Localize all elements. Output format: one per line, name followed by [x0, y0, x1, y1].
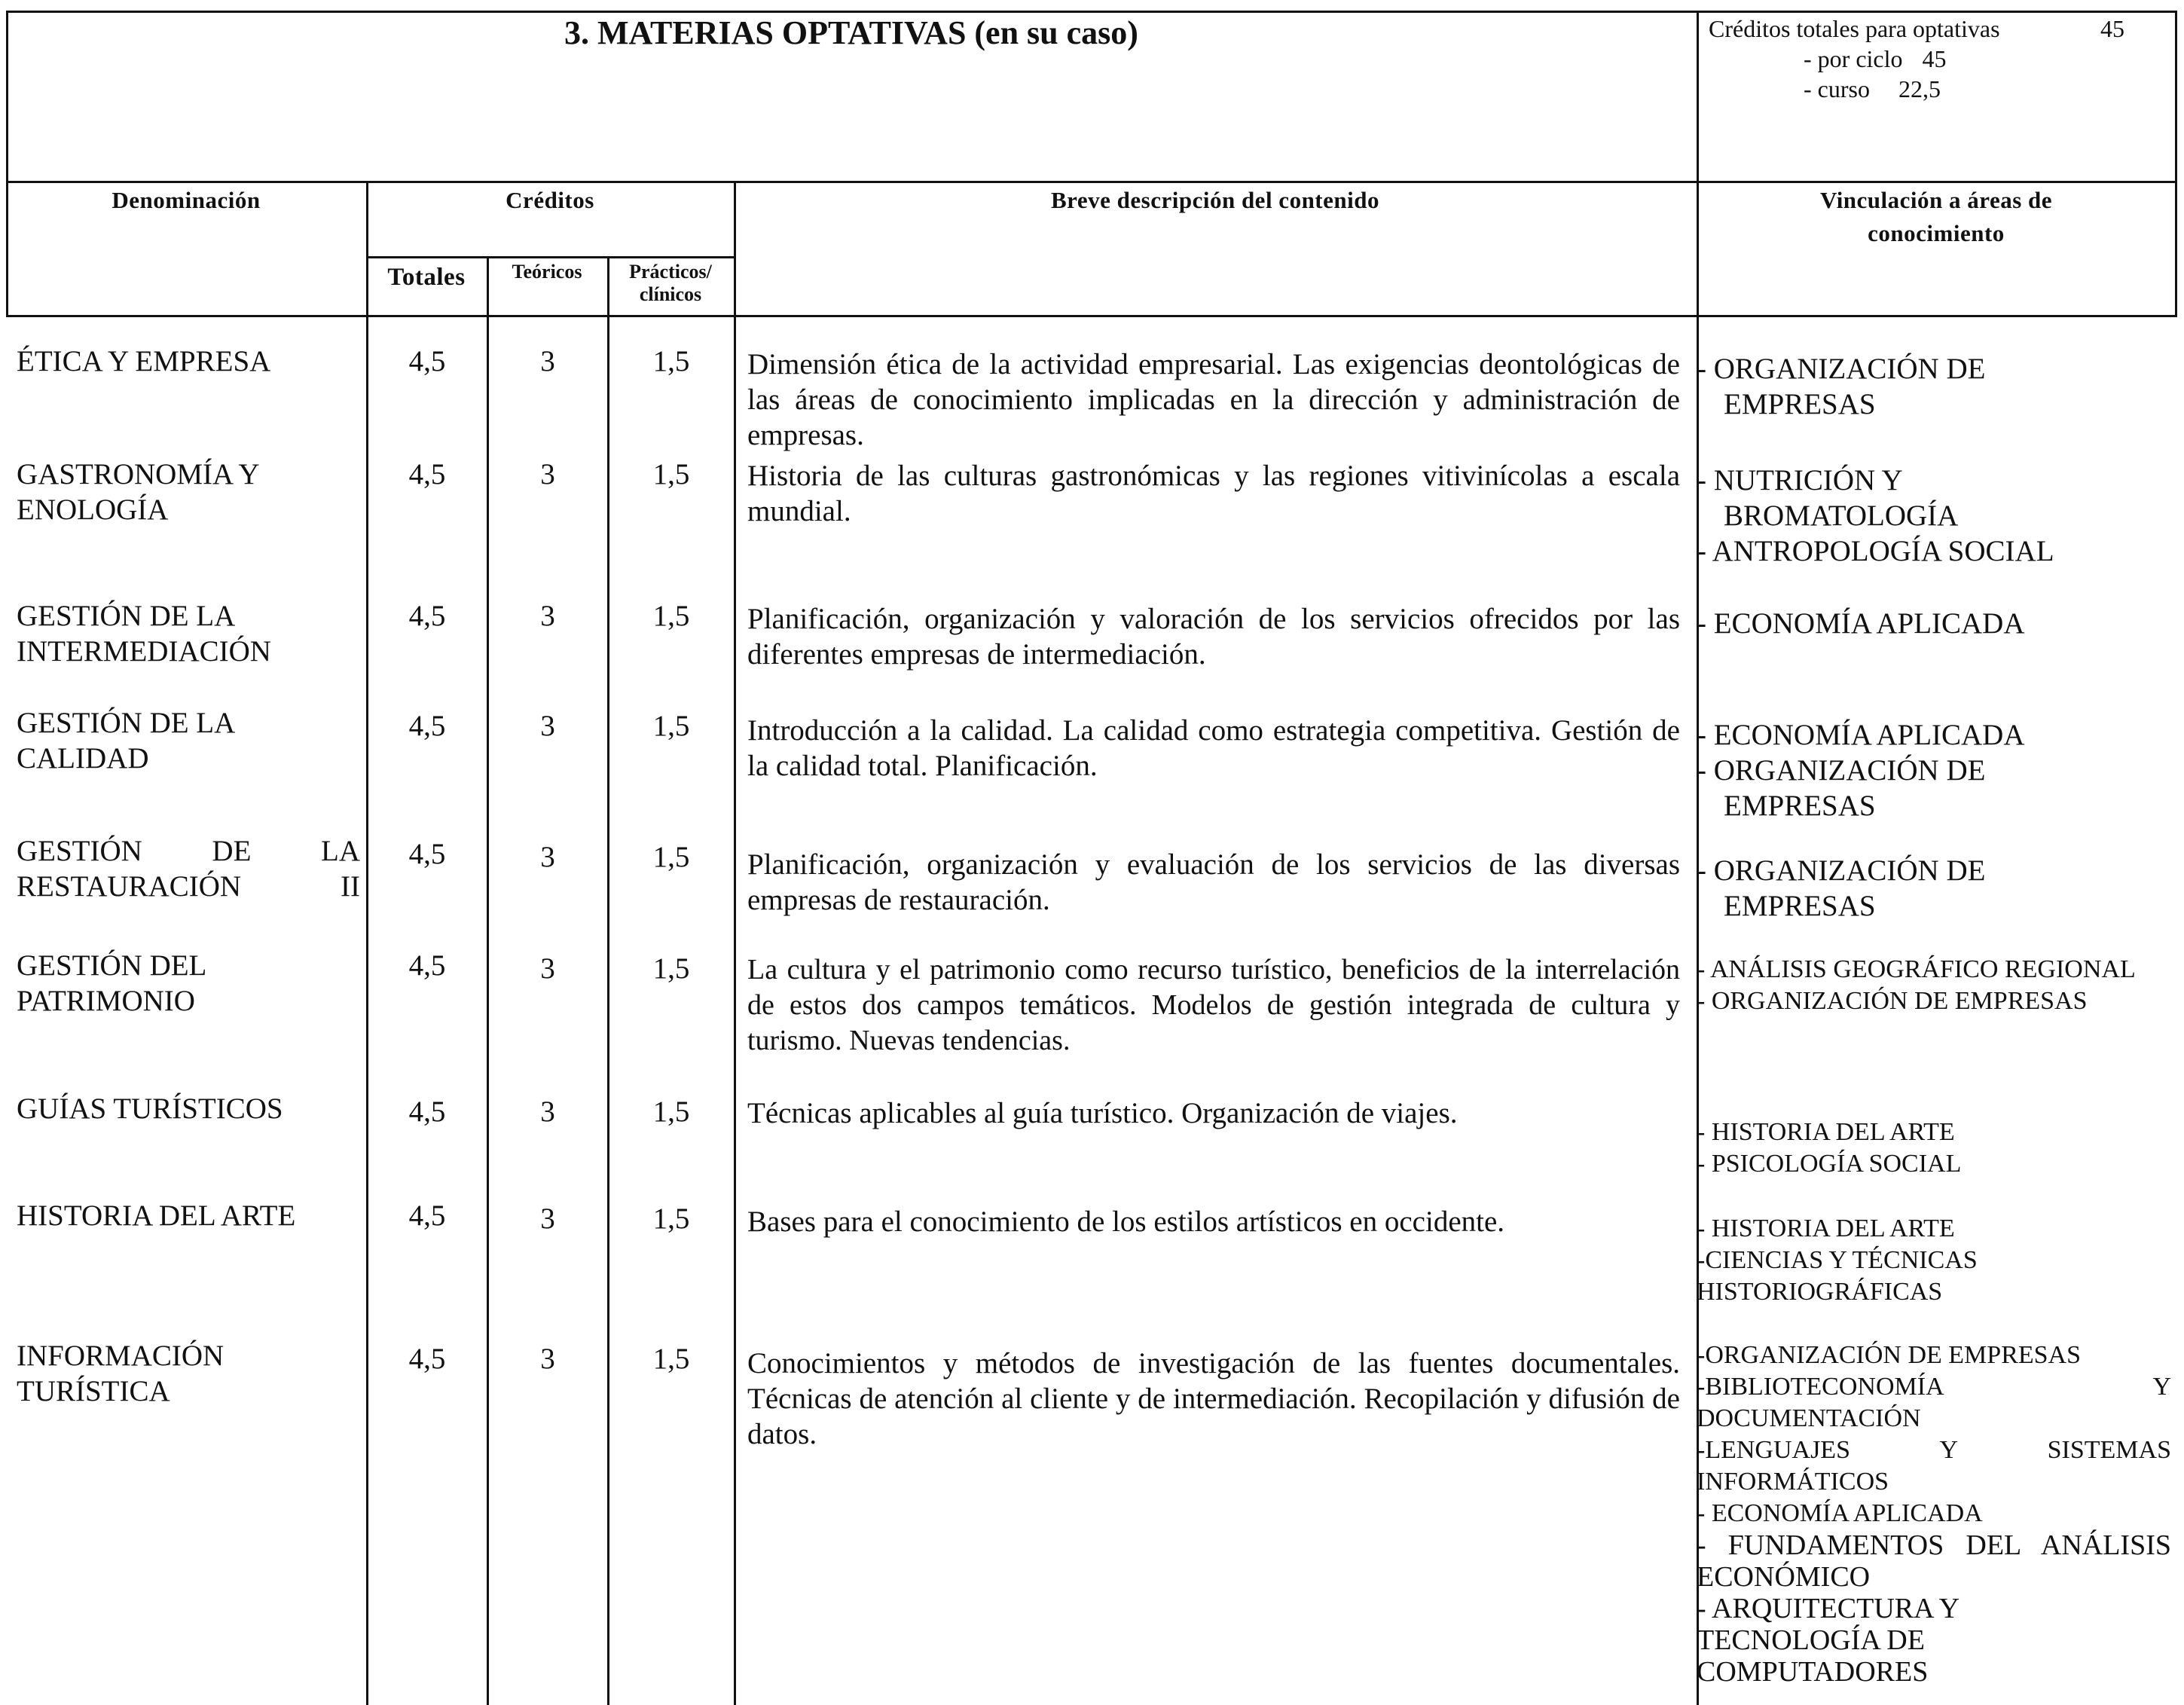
header-teoricos: Teóricos — [512, 261, 582, 283]
row-areas — [1697, 954, 2171, 1017]
header-vinculacion-line1: Vinculación a áreas de — [1819, 187, 2053, 213]
area-item: HISTORIOGRÁFICAS — [1697, 1278, 1943, 1306]
row-teoricos: 3 — [540, 1343, 555, 1375]
area-item: - HISTORIA DEL ARTE — [1697, 1118, 1955, 1146]
header-practicos-line2: clínicos — [639, 283, 702, 305]
area-item: - NUTRICIÓN Y — [1697, 464, 1903, 497]
area-item: - ANÁLISIS GEOGRÁFICO REGIONAL — [1697, 955, 2136, 983]
row-name: GESTIÓN DE LA RESTAURACIÓN II — [17, 835, 360, 903]
row-name: GASTRONOMÍA Y ENOLOGÍA — [17, 458, 259, 526]
row-name: ÉTICA Y EMPRESA — [17, 345, 271, 377]
area-item: - PSICOLOGÍA SOCIAL — [1697, 1150, 1962, 1178]
col-divider-name — [366, 181, 368, 1705]
row-description: Dimensión ética de la actividad empresarial. Las exigencias deontológicas de las áreas de conocimiento implicadas en la dirección y administración de empresas. — [747, 348, 1680, 451]
row-practicos: 1,5 — [652, 600, 690, 632]
row-totales: 4,5 — [408, 1199, 446, 1232]
row-description: Conocimientos y métodos de investigación de las fuentes documentales. Técnicas de atención al cliente y de intermediación. Recopilación y difusión de datos. — [747, 1347, 1680, 1450]
row-areas — [1697, 717, 2171, 823]
header-denominacion: Denominación — [111, 187, 261, 213]
area-item: EMPRESAS — [1724, 890, 1876, 922]
area-item: - ECONOMÍA APLICADA — [1697, 719, 2025, 751]
area-item: DOCUMENTACIÓN — [1697, 1404, 1921, 1432]
credit-curso-label: - curso — [1804, 75, 1870, 102]
row-teoricos: 3 — [540, 1202, 555, 1235]
row-name: GESTIÓN DE LA INTERMEDIACIÓN — [17, 600, 271, 668]
row-teoricos: 3 — [540, 841, 555, 873]
row-description: La cultura y el patrimonio como recurso turístico, beneficios de la interrelación de estos dos campos temáticos. Modelos de gestión integrada de cultura y turismo. Nuevas tendencias. — [747, 954, 1680, 1056]
header-practicos — [607, 261, 734, 306]
area-item: - ARQUITECTURA Y — [1697, 1593, 1960, 1624]
row-totales: 4,5 — [408, 345, 446, 377]
row-name: INFORMACIÓN TURÍSTICA — [17, 1340, 225, 1407]
area-item: EMPRESAS — [1724, 790, 1876, 822]
top-border — [6, 11, 2177, 13]
area-item: EMPRESAS — [1724, 388, 1876, 420]
col-divider-teoricos — [607, 256, 609, 1705]
row-name: HISTORIA DEL ARTE — [17, 1199, 296, 1232]
row-description: Historia de las culturas gastronómicas y las regiones vitivinícolas a escala mundial. — [747, 460, 1680, 527]
row-practicos: 1,5 — [652, 345, 690, 377]
row-teoricos: 3 — [540, 345, 555, 377]
area-item: - ANTROPOLOGÍA SOCIAL — [1697, 535, 2054, 567]
row-areas — [1697, 1213, 2171, 1308]
row-teoricos: 3 — [540, 458, 555, 490]
credit-ciclo-value: 45 — [1922, 45, 1947, 72]
row-teoricos: 3 — [540, 600, 555, 632]
row-areas — [1697, 853, 2171, 924]
area-item: INFORMÁTICOS — [1697, 1468, 1889, 1496]
row-practicos: 1,5 — [652, 458, 690, 490]
row-totales: 4,5 — [408, 600, 446, 632]
credit-summary — [1709, 14, 2176, 104]
area-item: BROMATOLOGÍA — [1724, 500, 1959, 532]
row-totales: 4,5 — [408, 1343, 446, 1375]
row-totales: 4,5 — [408, 458, 446, 490]
area-item: - HISTORIA DEL ARTE — [1697, 1215, 1955, 1242]
area-item: TECNOLOGÍA DE — [1697, 1624, 1925, 1656]
area-item: ECONÓMICO — [1697, 1561, 1871, 1593]
area-item: COMPUTADORES — [1697, 1656, 1929, 1688]
page-title: 3. MATERIAS OPTATIVAS (en su caso) — [564, 14, 1138, 51]
row-practicos: 1,5 — [652, 710, 690, 742]
row-practicos: 1,5 — [652, 952, 690, 985]
row-description: Bases para el conocimiento de los estilos artísticos en occidente. — [747, 1205, 1505, 1238]
row-areas — [1697, 463, 2171, 569]
row-description: Introducción a la calidad. La calidad como estrategia competitiva. Gestión de la calidad total. Planificación. — [747, 714, 1680, 782]
area-item: - ORGANIZACIÓN DE — [1697, 854, 1986, 887]
row-description: Planificación, organización y evaluación de los servicios de las diversas empresas de restauración. — [747, 848, 1680, 916]
row-practicos: 1,5 — [652, 1095, 690, 1128]
area-item: -ORGANIZACIÓN DE EMPRESAS — [1697, 1341, 2082, 1369]
columns-header-bottom — [6, 315, 2177, 317]
row-description: Técnicas aplicables al guía turístico. Organización de viajes. — [747, 1097, 1458, 1129]
header-vinculacion — [1697, 184, 2176, 250]
area-item: - ORGANIZACIÓN DE EMPRESAS — [1697, 987, 2088, 1015]
header-totales: Totales — [387, 264, 466, 291]
row-name: GESTIÓN DE LA CALIDAD — [17, 707, 234, 775]
row-practicos: 1,5 — [652, 1202, 690, 1235]
row-teoricos: 3 — [540, 1095, 555, 1128]
credit-ciclo-label: - por ciclo — [1804, 45, 1903, 72]
credit-total-value: 45 — [2100, 15, 2124, 42]
area-item: - FUNDAMENTOS DEL ANÁLISIS — [1697, 1529, 2171, 1561]
subheader-divider-credits — [366, 256, 734, 258]
header-creditos: Créditos — [506, 187, 594, 213]
header-descripcion: Breve descripción del contenido — [1051, 187, 1379, 213]
area-item: - ECONOMÍA APLICADA — [1697, 1499, 1983, 1527]
col-divider-totales — [487, 256, 489, 1705]
row-practicos: 1,5 — [652, 1343, 690, 1375]
row-areas — [1697, 1117, 2171, 1180]
row-totales: 4,5 — [408, 710, 446, 742]
area-item: -CIENCIAS Y TÉCNICAS — [1697, 1246, 1978, 1274]
header-divider — [6, 181, 2177, 183]
area-item: - ORGANIZACIÓN DE — [1697, 353, 1986, 385]
row-name: GUÍAS TURÍSTICOS — [17, 1092, 283, 1125]
row-areas — [1697, 1340, 2171, 1688]
row-practicos: 1,5 — [652, 841, 690, 873]
left-border — [6, 11, 8, 315]
area-item: - ORGANIZACIÓN DE — [1697, 754, 1986, 787]
credit-total-label: Créditos totales para optativas — [1709, 15, 2000, 42]
col-divider-practicos — [734, 181, 736, 1705]
row-teoricos: 3 — [540, 710, 555, 742]
row-totales: 4,5 — [408, 838, 446, 870]
row-totales: 4,5 — [408, 1095, 446, 1128]
row-totales: 4,5 — [408, 949, 446, 982]
area-item: -BIBLIOTECONOMÍA Y — [1697, 1373, 2171, 1401]
area-item: - ECONOMÍA APLICADA — [1697, 607, 2025, 640]
row-teoricos: 3 — [540, 952, 555, 985]
row-description: Planificación, organización y valoración de los servicios ofrecidos por las diferentes empresas de intermediación. — [747, 603, 1680, 671]
row-areas — [1697, 351, 2171, 422]
header-practicos-line1: Prácticos/ — [629, 261, 712, 283]
row-areas — [1697, 606, 2171, 641]
area-item: -LENGUAJES Y SISTEMAS — [1697, 1436, 2171, 1464]
row-name: GESTIÓN DEL PATRIMONIO — [17, 949, 206, 1017]
header-vinculacion-line2: conocimiento — [1868, 220, 2005, 246]
credit-curso-value: 22,5 — [1898, 75, 1941, 102]
